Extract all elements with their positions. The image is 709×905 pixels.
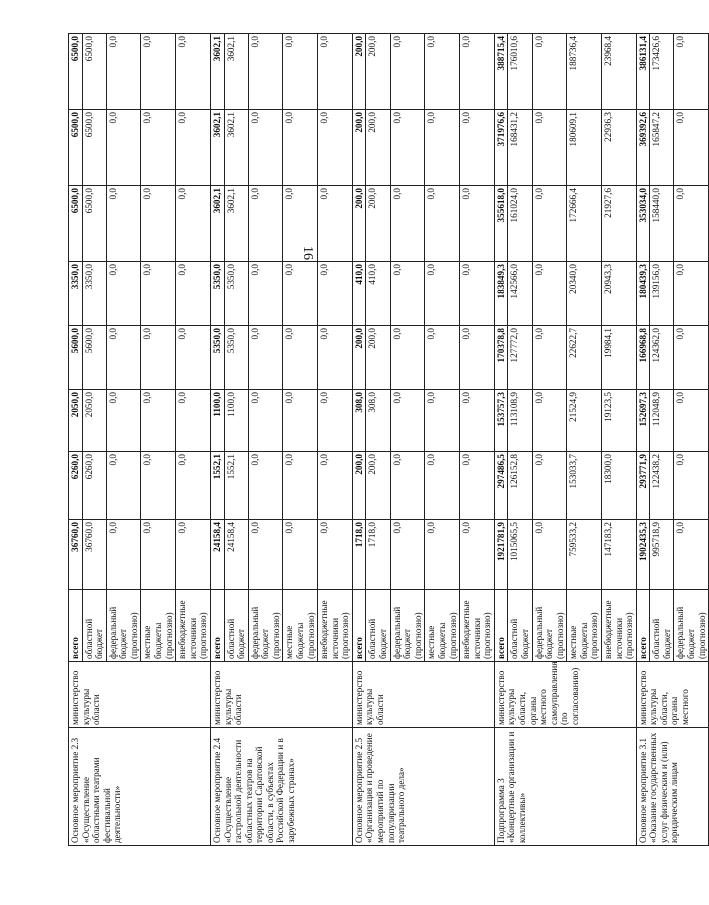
amount-cell: 0,0 xyxy=(460,452,495,520)
amount-cell: 353034,0 xyxy=(636,186,650,262)
amount-cell: 168431,2 xyxy=(508,110,532,186)
funding-source-cell: областной бюджет xyxy=(650,590,674,662)
amount-cell: 21927,6 xyxy=(602,186,637,262)
amount-cell: 1902435,3 xyxy=(636,520,650,590)
amount-cell: 3350,0 xyxy=(69,262,83,326)
amount-cell: 0,0 xyxy=(318,34,353,110)
amount-cell: 0,0 xyxy=(283,186,318,262)
funding-source-cell: федеральный бюджет (прогнозно) xyxy=(106,590,141,662)
amount-cell: 386131,4 xyxy=(636,34,650,110)
amount-cell: 200,0 xyxy=(352,186,366,262)
amount-cell: 5600,0 xyxy=(69,326,83,390)
table-body xyxy=(69,34,709,846)
amount-cell: 0,0 xyxy=(106,520,141,590)
amount-cell: 0,0 xyxy=(318,390,353,452)
amount-cell: 0,0 xyxy=(532,262,567,326)
amount-cell: 200,0 xyxy=(366,326,390,390)
amount-cell: 173426,6 xyxy=(650,34,674,110)
amount-cell: 153033,7 xyxy=(567,452,602,520)
amount-cell: 165847,2 xyxy=(650,110,674,186)
amount-cell: 0,0 xyxy=(283,390,318,452)
amount-cell: 410,0 xyxy=(352,262,366,326)
amount-cell: 0,0 xyxy=(141,262,176,326)
amount-cell: 308,0 xyxy=(352,390,366,452)
amount-cell: 1100,0 xyxy=(224,390,248,452)
amount-cell: 0,0 xyxy=(674,452,709,520)
amount-cell: 0,0 xyxy=(532,390,567,452)
amount-cell: 24158,4 xyxy=(224,520,248,590)
amount-cell: 180439,3 xyxy=(636,262,650,326)
amount-cell: 6500,0 xyxy=(82,186,106,262)
amount-cell: 158440,0 xyxy=(650,186,674,262)
executor-cell: министерство культуры области, органы местного самоуправления (по согласованию) xyxy=(494,662,636,728)
amount-cell: 0,0 xyxy=(318,186,353,262)
amount-cell: 0,0 xyxy=(141,520,176,590)
amount-cell: 388715,4 xyxy=(494,34,508,110)
amount-cell: 0,0 xyxy=(532,326,567,390)
funding-source-cell: областной бюджет xyxy=(224,590,248,662)
amount-cell: 3602,1 xyxy=(224,186,248,262)
amount-cell: 0,0 xyxy=(141,186,176,262)
funding-source-cell: областной бюджет xyxy=(508,590,532,662)
funding-source-cell: местные бюджеты (прогнозно) xyxy=(567,590,602,662)
amount-cell: 200,0 xyxy=(352,34,366,110)
amount-cell: 5350,0 xyxy=(224,262,248,326)
amount-cell: 995718,9 xyxy=(650,520,674,590)
amount-cell: 0,0 xyxy=(390,390,425,452)
amount-cell: 188736,4 xyxy=(567,34,602,110)
amount-cell: 0,0 xyxy=(425,262,460,326)
amount-cell: 0,0 xyxy=(460,520,495,590)
table-viewport xyxy=(68,34,707,846)
page-number: 16 xyxy=(300,246,315,260)
amount-cell: 0,0 xyxy=(318,110,353,186)
amount-cell: 0,0 xyxy=(176,110,211,186)
amount-cell: 6500,0 xyxy=(82,110,106,186)
amount-cell: 0,0 xyxy=(390,262,425,326)
executor-cell: министерство культуры области xyxy=(210,662,352,728)
amount-cell: 0,0 xyxy=(390,326,425,390)
amount-cell: 0,0 xyxy=(425,326,460,390)
amount-cell: 0,0 xyxy=(141,390,176,452)
amount-cell: 6500,0 xyxy=(82,34,106,110)
funding-source-cell: внебюджетные источники (прогнозно) xyxy=(602,590,637,662)
amount-cell: 24158,4 xyxy=(210,520,224,590)
amount-cell: 200,0 xyxy=(352,110,366,186)
amount-cell: 369392,6 xyxy=(636,110,650,186)
amount-cell: 2050,0 xyxy=(69,390,83,452)
amount-cell: 6260,0 xyxy=(82,452,106,520)
amount-cell: 19984,1 xyxy=(602,326,637,390)
activity-name-cell: Основное мероприятие 2.3 «Осуществление областными театрами фестивальной деятельности» xyxy=(69,728,211,846)
amount-cell: 183849,3 xyxy=(494,262,508,326)
amount-cell: 0,0 xyxy=(106,452,141,520)
table-row xyxy=(636,34,650,846)
amount-cell: 6500,0 xyxy=(69,34,83,110)
funding-source-cell: всего xyxy=(69,590,83,662)
activity-name-cell: Основное мероприятие 2.4 «Осуществление гастрольной деятельности областных театров на территории Саратовской области, в субъектах Российской Федерации и в зарубежных странах» xyxy=(210,728,352,846)
amount-cell: 5350,0 xyxy=(210,262,224,326)
amount-cell: 0,0 xyxy=(390,452,425,520)
amount-cell: 3602,1 xyxy=(210,34,224,110)
amount-cell: 0,0 xyxy=(106,186,141,262)
amount-cell: 1015065,5 xyxy=(508,520,532,590)
amount-cell: 0,0 xyxy=(532,110,567,186)
amount-cell: 153757,3 xyxy=(494,390,508,452)
executor-cell: министерство культуры области xyxy=(69,662,211,728)
amount-cell: 0,0 xyxy=(283,262,318,326)
amount-cell: 0,0 xyxy=(106,262,141,326)
activity-name-cell: Подпрограмма 3 «Концертные организации и коллективы» xyxy=(494,728,636,846)
funding-source-cell: внебюджетные источники (прогнозно) xyxy=(176,590,211,662)
amount-cell: 0,0 xyxy=(674,34,709,110)
amount-cell: 0,0 xyxy=(425,390,460,452)
funding-source-cell: федеральный бюджет (прогнозно) xyxy=(248,590,283,662)
amount-cell: 0,0 xyxy=(106,110,141,186)
amount-cell: 200,0 xyxy=(366,110,390,186)
amount-cell: 0,0 xyxy=(425,452,460,520)
amount-cell: 36760,0 xyxy=(69,520,83,590)
amount-cell: 122438,2 xyxy=(650,452,674,520)
amount-cell: 6500,0 xyxy=(69,110,83,186)
amount-cell: 0,0 xyxy=(176,520,211,590)
amount-cell: 297486,5 xyxy=(494,452,508,520)
amount-cell: 22622,7 xyxy=(567,326,602,390)
amount-cell: 0,0 xyxy=(318,326,353,390)
amount-cell: 139156,0 xyxy=(650,262,674,326)
activity-name-cell: Основное мероприятие 2.5 «Организация и проведение мероприятий по популяризации театрального дела» xyxy=(352,728,494,846)
funding-source-cell: местные бюджеты (прогнозно) xyxy=(141,590,176,662)
rotated-table-wrapper xyxy=(68,34,707,846)
amount-cell: 22936,3 xyxy=(602,110,637,186)
amount-cell: 21524,9 xyxy=(567,390,602,452)
funding-source-cell: областной бюджет xyxy=(82,590,106,662)
amount-cell: 200,0 xyxy=(366,34,390,110)
executor-cell: министерство культуры области xyxy=(352,662,494,728)
funding-source-cell: всего xyxy=(636,590,650,662)
amount-cell: 0,0 xyxy=(248,520,283,590)
table-row xyxy=(69,34,83,846)
amount-cell: 0,0 xyxy=(425,110,460,186)
amount-cell: 0,0 xyxy=(283,452,318,520)
funding-source-cell: федеральный бюджет (прогнозно) xyxy=(532,590,567,662)
amount-cell: 161024,0 xyxy=(508,186,532,262)
amount-cell: 113108,9 xyxy=(508,390,532,452)
amount-cell: 2050,0 xyxy=(82,390,106,452)
amount-cell: 371976,6 xyxy=(494,110,508,186)
amount-cell: 308,0 xyxy=(366,390,390,452)
funding-source-cell: областной бюджет xyxy=(366,590,390,662)
amount-cell: 5350,0 xyxy=(224,326,248,390)
amount-cell: 410,0 xyxy=(366,262,390,326)
amount-cell: 0,0 xyxy=(176,186,211,262)
amount-cell: 0,0 xyxy=(106,390,141,452)
funding-source-cell: всего xyxy=(494,590,508,662)
amount-cell: 112048,9 xyxy=(650,390,674,452)
amount-cell: 6500,0 xyxy=(69,186,83,262)
amount-cell: 200,0 xyxy=(352,452,366,520)
amount-cell: 0,0 xyxy=(248,110,283,186)
amount-cell: 0,0 xyxy=(141,452,176,520)
amount-cell: 0,0 xyxy=(674,326,709,390)
amount-cell: 0,0 xyxy=(106,34,141,110)
amount-cell: 0,0 xyxy=(425,186,460,262)
amount-cell: 0,0 xyxy=(248,262,283,326)
amount-cell: 0,0 xyxy=(176,34,211,110)
amount-cell: 0,0 xyxy=(283,110,318,186)
amount-cell: 19123,5 xyxy=(602,390,637,452)
amount-cell: 170378,8 xyxy=(494,326,508,390)
amount-cell: 172666,4 xyxy=(567,186,602,262)
amount-cell: 0,0 xyxy=(460,186,495,262)
table-row xyxy=(210,34,224,846)
executor-cell: министерство культуры области, органы местного xyxy=(636,662,708,728)
budget-table xyxy=(68,33,709,846)
amount-cell: 200,0 xyxy=(366,186,390,262)
amount-cell: 200,0 xyxy=(366,452,390,520)
amount-cell: 18300,0 xyxy=(602,452,637,520)
amount-cell: 124362,0 xyxy=(650,326,674,390)
funding-source-cell: местные бюджеты (прогнозно) xyxy=(283,590,318,662)
amount-cell: 0,0 xyxy=(283,326,318,390)
amount-cell: 0,0 xyxy=(318,452,353,520)
amount-cell: 0,0 xyxy=(106,326,141,390)
amount-cell: 0,0 xyxy=(460,390,495,452)
activity-name-cell: Основное мероприятие 3.1 «Оказание государственных услуг физическим и (или) юридическим лицам xyxy=(636,728,708,846)
amount-cell: 0,0 xyxy=(460,326,495,390)
amount-cell: 759533,2 xyxy=(567,520,602,590)
amount-cell: 180609,1 xyxy=(567,110,602,186)
amount-cell: 3350,0 xyxy=(82,262,106,326)
amount-cell: 1552,1 xyxy=(210,452,224,520)
funding-source-cell: местные бюджеты (прогнозно) xyxy=(425,590,460,662)
amount-cell: 0,0 xyxy=(674,520,709,590)
amount-cell: 0,0 xyxy=(248,390,283,452)
amount-cell: 0,0 xyxy=(248,326,283,390)
amount-cell: 3602,1 xyxy=(210,186,224,262)
funding-source-cell: всего xyxy=(352,590,366,662)
amount-cell: 3602,1 xyxy=(224,34,248,110)
amount-cell: 0,0 xyxy=(176,326,211,390)
amount-cell: 0,0 xyxy=(141,326,176,390)
amount-cell: 0,0 xyxy=(176,390,211,452)
amount-cell: 20340,0 xyxy=(567,262,602,326)
amount-cell: 0,0 xyxy=(141,110,176,186)
amount-cell: 0,0 xyxy=(248,186,283,262)
amount-cell: 0,0 xyxy=(460,262,495,326)
amount-cell: 3602,1 xyxy=(210,110,224,186)
amount-cell: 0,0 xyxy=(248,34,283,110)
amount-cell: 0,0 xyxy=(248,452,283,520)
table-row xyxy=(352,34,366,846)
amount-cell: 0,0 xyxy=(390,110,425,186)
amount-cell: 3602,1 xyxy=(224,110,248,186)
amount-cell: 0,0 xyxy=(390,520,425,590)
amount-cell: 23968,4 xyxy=(602,34,637,110)
amount-cell: 0,0 xyxy=(460,34,495,110)
amount-cell: 142566,0 xyxy=(508,262,532,326)
amount-cell: 0,0 xyxy=(141,34,176,110)
amount-cell: 20943,3 xyxy=(602,262,637,326)
amount-cell: 0,0 xyxy=(176,262,211,326)
amount-cell: 127772,0 xyxy=(508,326,532,390)
amount-cell: 5600,0 xyxy=(82,326,106,390)
funding-source-cell: внебюджетные источники (прогнозно) xyxy=(318,590,353,662)
amount-cell: 1100,0 xyxy=(210,390,224,452)
amount-cell: 0,0 xyxy=(674,110,709,186)
amount-cell: 6260,0 xyxy=(69,452,83,520)
amount-cell: 0,0 xyxy=(674,186,709,262)
amount-cell: 0,0 xyxy=(674,262,709,326)
amount-cell: 0,0 xyxy=(674,390,709,452)
amount-cell: 36760,0 xyxy=(82,520,106,590)
table-row xyxy=(494,34,508,846)
funding-source-cell: всего xyxy=(210,590,224,662)
amount-cell: 5350,0 xyxy=(210,326,224,390)
amount-cell: 0,0 xyxy=(532,34,567,110)
amount-cell: 126152,8 xyxy=(508,452,532,520)
amount-cell: 0,0 xyxy=(318,520,353,590)
amount-cell: 0,0 xyxy=(532,452,567,520)
amount-cell: 0,0 xyxy=(425,520,460,590)
amount-cell: 0,0 xyxy=(390,186,425,262)
amount-cell: 147183,2 xyxy=(602,520,637,590)
amount-cell: 152697,3 xyxy=(636,390,650,452)
amount-cell: 0,0 xyxy=(425,34,460,110)
amount-cell: 355618,0 xyxy=(494,186,508,262)
amount-cell: 0,0 xyxy=(460,110,495,186)
amount-cell: 1552,1 xyxy=(224,452,248,520)
amount-cell: 0,0 xyxy=(532,520,567,590)
amount-cell: 1718,0 xyxy=(352,520,366,590)
amount-cell: 166968,8 xyxy=(636,326,650,390)
amount-cell: 0,0 xyxy=(283,520,318,590)
amount-cell: 0,0 xyxy=(532,186,567,262)
amount-cell: 1718,0 xyxy=(366,520,390,590)
amount-cell: 0,0 xyxy=(318,262,353,326)
amount-cell: 0,0 xyxy=(176,452,211,520)
amount-cell: 0,0 xyxy=(283,34,318,110)
amount-cell: 0,0 xyxy=(390,34,425,110)
funding-source-cell: федеральный бюджет (прогнозно) xyxy=(674,590,709,662)
amount-cell: 1921781,9 xyxy=(494,520,508,590)
amount-cell: 293771,9 xyxy=(636,452,650,520)
amount-cell: 200,0 xyxy=(352,326,366,390)
funding-source-cell: федеральный бюджет (прогнозно) xyxy=(390,590,425,662)
funding-source-cell: внебюджетные источники (прогнозно) xyxy=(460,590,495,662)
amount-cell: 176010,6 xyxy=(508,34,532,110)
